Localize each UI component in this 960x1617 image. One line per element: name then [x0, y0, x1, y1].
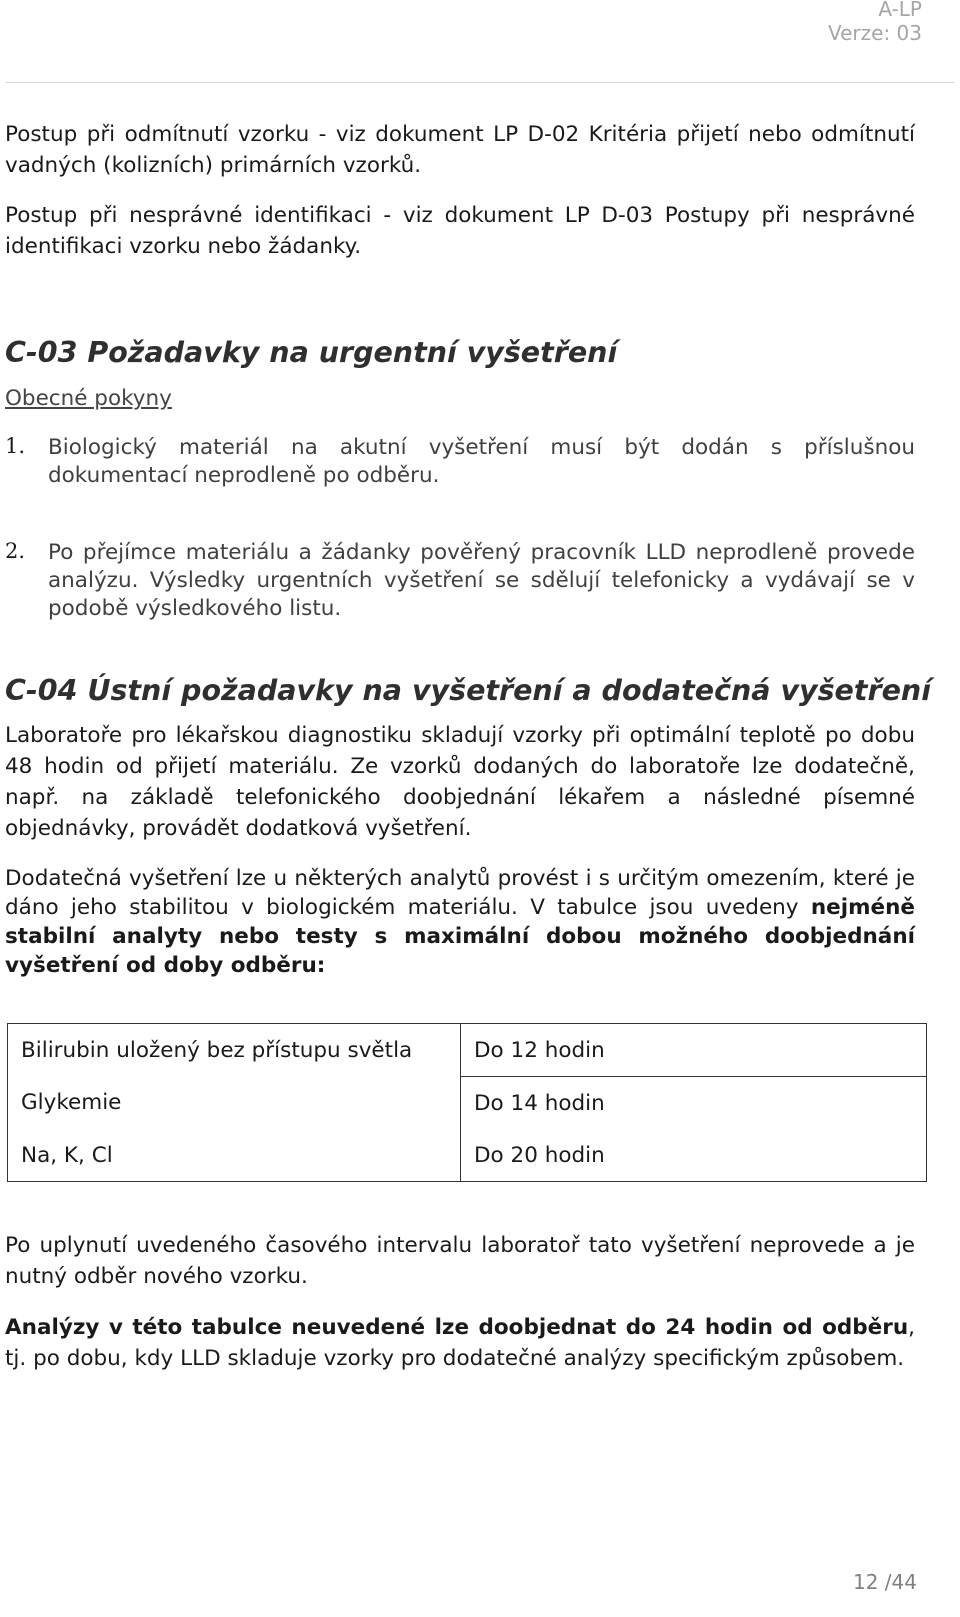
table-cell-limit: Do 12 hodin [461, 1024, 927, 1077]
paragraph-rejection: Postup při odmítnutí vzorku - viz dokument LP D-02 Kritéria přijetí nebo odmítnutí vadných (kolizních) primárních vzorků. [5, 122, 915, 178]
stability-table [7, 1023, 927, 1182]
table-cell-analyte: Na, K, Cl [8, 1129, 461, 1182]
paragraph-other-analyses-bold: Analýzy v této tabulce neuvedené lze doobjednat do 24 hodin od odběru [5, 1315, 909, 1340]
table-cell-limit: Do 14 hodin [461, 1077, 927, 1130]
table-row [8, 1024, 927, 1077]
paragraph-stability [5, 864, 915, 980]
paragraph-interval: Po uplynutí uvedeného časového intervalu laboratoř tato vyšetření neprovede a je nutný odběr nového vzorku. [5, 1233, 915, 1289]
list-item-number: 1. [5, 434, 26, 458]
list-item [5, 539, 915, 623]
paragraph-other-analyses [5, 1312, 915, 1374]
table-row [8, 1129, 927, 1182]
section-subtitle: Obecné pokyny [5, 386, 172, 411]
list-item-text: Po přejímce materiálu a žádanky pověřený pracovník LLD neprodleně provede analýzu. Výsledky urgentních vyšetření se sdělují telefonicky a vydávají se v podobě výsledkového listu. [48, 540, 915, 621]
header-divider [5, 82, 955, 83]
document-code: A-LP [878, 0, 922, 21]
paragraph-stability-text: Dodatečná vyšetření lze u některých analytů provést i s určitým omezením, které je dáno jeho stabilitou v biologickém materiálu. V tabulce jsou uvedeny [5, 866, 915, 920]
table-cell-analyte: Bilirubin uložený bez přístupu světla [8, 1024, 461, 1077]
table-row [8, 1077, 927, 1130]
list-item-number: 2. [5, 539, 26, 563]
paragraph-storage: Laboratoře pro lékařskou diagnostiku skladují vzorky při optimální teplotě po dobu 48 hodin od přijetí materiálu. Ze vzorků dodaných do laboratoře lze dodatečně, např. na základě telefonického doobjednání lékařem a následné písemné objednávky, provádět dodatková vyšetření. [5, 723, 915, 841]
page-number: 12 /44 [853, 1570, 917, 1594]
paragraph-stability-bold: nejméně stabilní analyty nebo testy s maximální dobou možného doobjednání vyšetření od doby odběru: [5, 895, 915, 978]
paragraph-identification: Postup při nesprávné identifikaci - viz dokument LP D-03 Postupy při nesprávné identifikaci vzorku nebo žádanky. [5, 203, 915, 259]
document-version: Verze: 03 [827, 21, 922, 45]
section-title-c03: C-03 Požadavky na urgentní vyšetření [5, 336, 618, 369]
paragraph-other-analyses-text: , tj. po dobu, kdy LLD skladuje vzorky pro dodatečné analýzy specifickým způsobem. [5, 1315, 915, 1371]
table-cell-limit: Do 20 hodin [461, 1129, 927, 1182]
table-cell-analyte: Glykemie [8, 1077, 461, 1130]
list-item [5, 434, 915, 490]
section-title-c04: C-04 Ústní požadavky na vyšetření a dodatečná vyšetření [5, 674, 931, 707]
list-item-text: Biologický materiál na akutní vyšetření musí být dodán s příslušnou dokumentací neprodleně po odběru. [48, 435, 915, 488]
